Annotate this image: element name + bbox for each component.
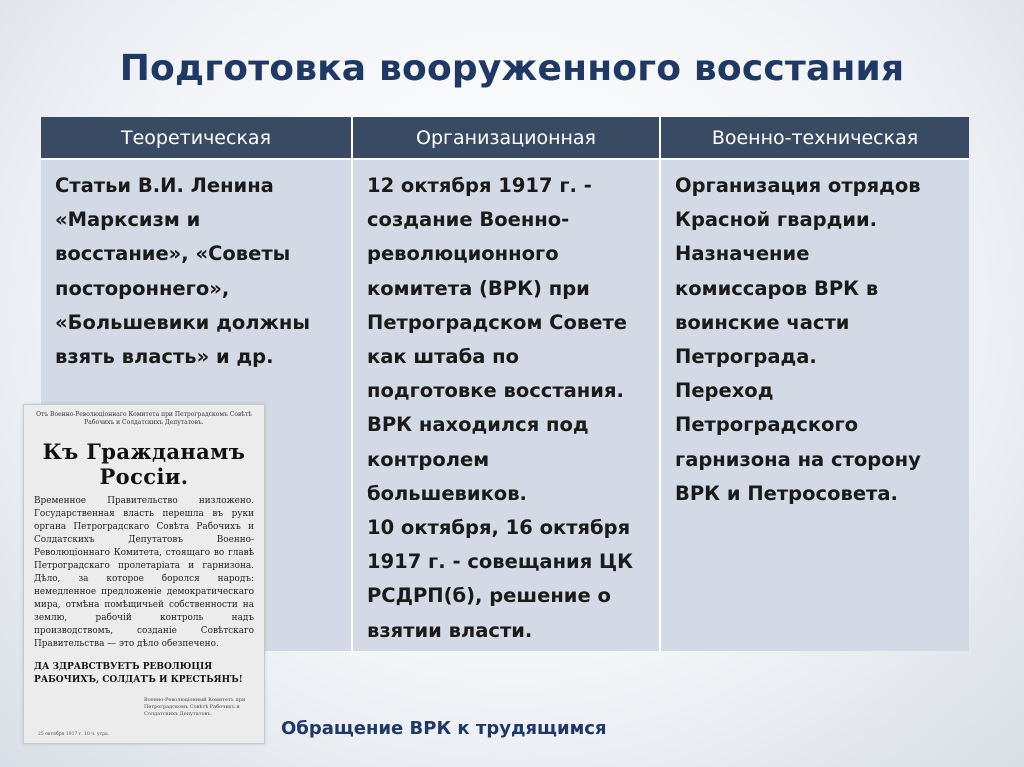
leaflet-caption: Обращение ВРК к трудящимся xyxy=(281,718,607,739)
cell-line: Петроградского xyxy=(675,413,859,437)
cell-line: контролем xyxy=(367,447,490,471)
cell-line: Петрограда. xyxy=(675,345,817,369)
cell-line: ВРК находился под xyxy=(367,413,589,437)
cell-line: Переход xyxy=(675,379,774,403)
leaflet-slogan: ДА ЗДРАВСТВУЕТЪ РЕВОЛЮЦІЯ РАБОЧИХЪ, СОЛДАТЪ И КРЕСТЬЯНЪ! xyxy=(34,662,243,685)
cell-line: РСДРП(б), решение о xyxy=(367,584,611,608)
cell-line: гарнизона на сторону xyxy=(675,447,921,471)
cell-line: большевиков. xyxy=(367,481,527,505)
cell-line: взятии власти. xyxy=(367,618,533,642)
cell-line: Организация отрядов xyxy=(675,174,921,197)
cell-line: ВРК и Петросовета. xyxy=(675,481,898,505)
header-theoretical: Теоретическая xyxy=(41,117,352,159)
leaflet-title: Къ Гражданамъ Россіи. xyxy=(42,439,246,489)
cell-line: взять власть» и др. xyxy=(55,345,274,369)
cell-line: Красной гвардии. xyxy=(675,208,878,232)
cell-line: «Марксизм и xyxy=(55,208,201,232)
leaflet-footer: Военно-Революціонный Комитетъ при Петроградскомъ Совѣтѣ Рабочихъ и Солдатскихъ Депутатовъ. xyxy=(144,697,246,717)
header-military-technical: Военно-техническая xyxy=(660,117,969,159)
cell-line: создание Военно- xyxy=(367,208,570,232)
cell-line: восстание», «Советы xyxy=(55,242,291,266)
cell-line: комиссаров ВРК в xyxy=(675,276,879,300)
cell-line: «Большевики должны xyxy=(55,310,311,334)
cell-line: подготовке восстания. xyxy=(367,379,624,403)
cell-line: 12 октября 1917 г. - xyxy=(367,174,592,197)
cell-line: комитета (ВРК) при xyxy=(367,276,590,300)
header-organizational: Организационная xyxy=(352,117,660,159)
table-header-row xyxy=(41,117,969,159)
cell-line: 1917 г. - совещания ЦК xyxy=(367,550,634,574)
cell-line: Петроградском Совете xyxy=(367,310,627,334)
cell-line: революционного xyxy=(367,242,559,266)
leaflet-body: Временное Правительство низложено. Государственная власть перешла въ руки органа Петроградскаго Совѣта Рабочихъ и Солдатскихъ Депутатовъ Военно-Революціоннаго Комитета, стоящаго во главѣ Петроградскаго пролетаріата и гарнизона. Дѣло, за которое боролся народъ: немедленное предложеніе демократическаго мира, отмѣна помѣщичьей собственности на землю, рабочій контроль надъ производствомъ, созданіе Совѣтскаго Правительства — это дѣло обезпечено. xyxy=(34,496,254,649)
leaflet-header: Отъ Военно-Революціоннаго Комитета при Петроградскомъ Совѣтѣ Рабочихъ и Солдатскихъ Депутатовъ. xyxy=(36,411,252,426)
leaflet-date: 25 октября 1917 г. 10 ч. утра. xyxy=(38,732,110,737)
cell-military-technical xyxy=(660,159,969,651)
cell-line: Статьи В.И. Ленина xyxy=(55,174,274,197)
slide-title: Подготовка вооруженного восстания xyxy=(119,48,905,89)
vrk-leaflet-image xyxy=(23,404,265,744)
cell-line: как штаба по xyxy=(367,345,520,369)
cell-line: Назначение xyxy=(675,242,810,266)
cell-line: постороннего», xyxy=(55,276,230,300)
cell-line: 10 октября, 16 октября xyxy=(367,516,631,540)
cell-line: воинские части xyxy=(675,310,850,334)
cell-organizational xyxy=(352,159,660,651)
